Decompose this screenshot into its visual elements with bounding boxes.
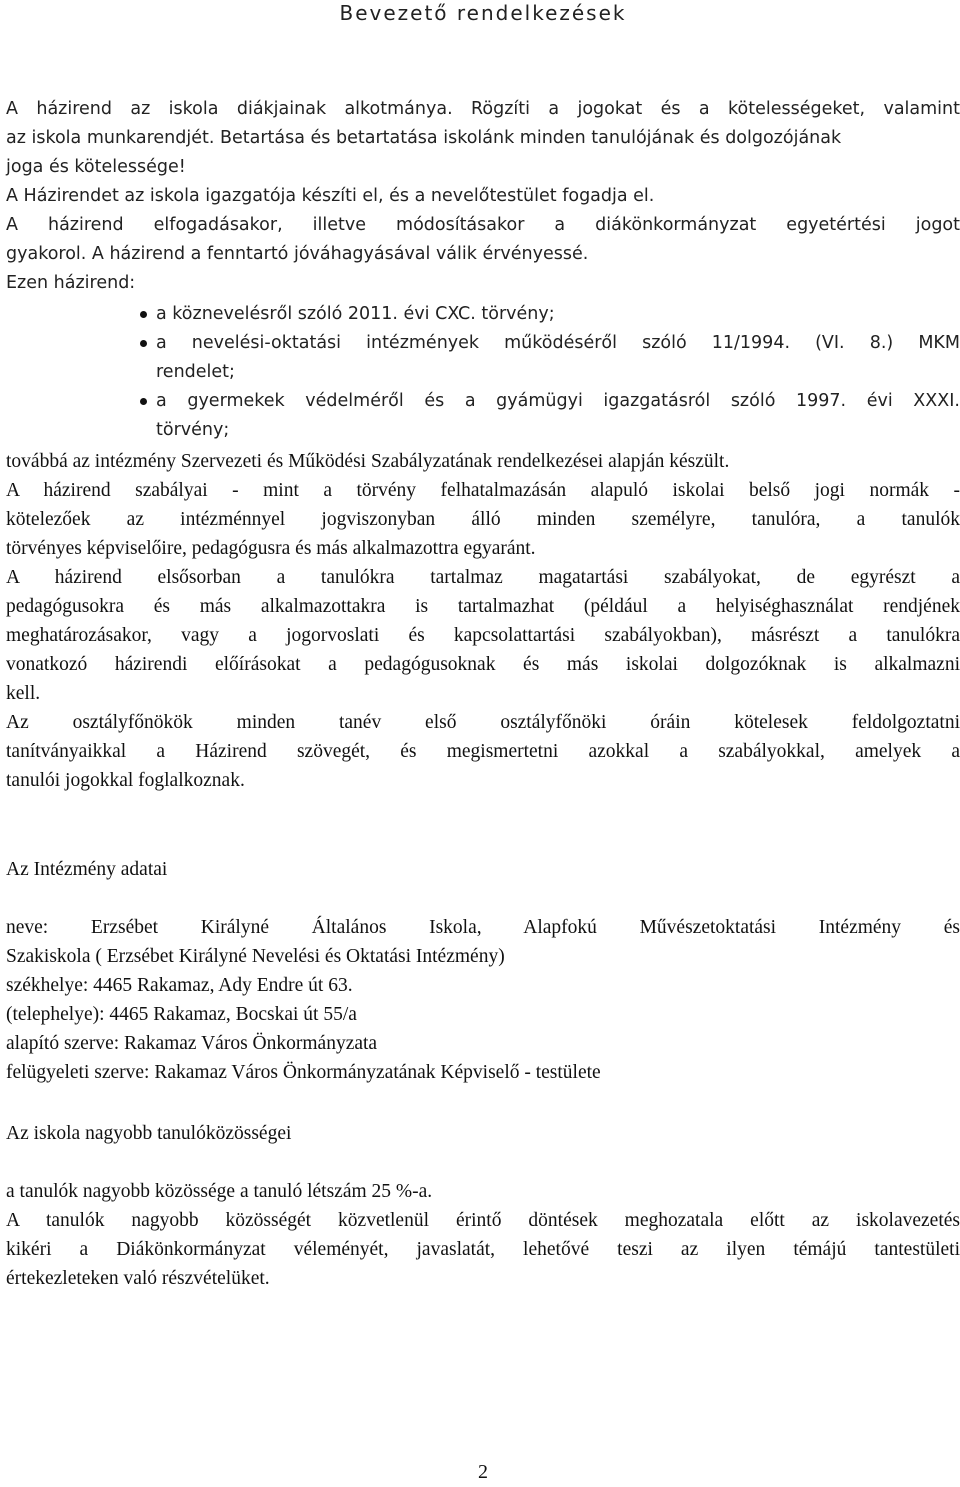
body-line: kell. (6, 683, 41, 704)
community-heading: Az iskola nagyobb tanulóközösségei (6, 1123, 292, 1144)
page-title: Bevezető rendelkezések (339, 1, 627, 25)
list-item-text: törvény; (156, 420, 230, 440)
institution-line: felügyeleti szerve: Rakamaz Város Önkormányzatának Képviselő - testülete (6, 1062, 601, 1083)
body-line: kötelezőek az intézménnyel jogviszonyban álló minden személyre, tanulóra, a tanulók (6, 509, 960, 530)
bullet-icon (140, 311, 147, 318)
body-line: A házirend szabályai - mint a törvény felhatalmazásán alapuló iskolai belső jogi normák - (6, 480, 960, 501)
list-item-text: a nevelési-oktatási intézmények működéséről szóló 11/1994. (VI. 8.) MKM (156, 333, 960, 353)
intro-line: gyakorol. A házirend a fenntartó jóváhagyásával válik érvényessé. (6, 244, 589, 264)
body-line: törvényes képviselőire, pedagógusra és más alkalmazottra egyaránt. (6, 538, 536, 559)
intro-line: A Házirendet az iskola igazgatója készíti el, és a nevelőtestület fogadja el. (6, 186, 655, 206)
bullet-icon (140, 340, 147, 347)
law-list (6, 300, 960, 445)
body-line: vonatkozó házirendi előírásokat a pedagógusoknak és más iskolai dolgozóknak is alkalmazni (6, 654, 960, 675)
list-item-text: rendelet; (156, 362, 235, 382)
community-line: kikéri a Diákönkormányzat véleményét, javaslatát, lehetővé teszi az ilyen témájú tantestületi (6, 1239, 960, 1260)
institution-line: Szakiskola ( Erzsébet Királyné Nevelési és Oktatási Intézmény) (6, 946, 505, 967)
institution-line: (telephelye): 4465 Rakamaz, Bocskai út 55/a (6, 1004, 357, 1025)
intro-line: joga és kötelessége! (6, 157, 186, 177)
institution-line: székhelye: 4465 Rakamaz, Ady Endre út 63. (6, 975, 353, 996)
institution-line: alapító szerve: Rakamaz Város Önkormányzata (6, 1033, 378, 1054)
list-item (6, 300, 960, 329)
body-line: meghatározásakor, vagy a jogorvoslati és kapcsolattartási szabályokban), másrészt a tanulókra (6, 625, 960, 646)
institution-heading: Az Intézmény adatai (6, 859, 168, 880)
community-line: a tanulók nagyobb közössége a tanuló létszám 25 %-a. (6, 1181, 433, 1202)
list-item (6, 387, 960, 445)
body-line: tanulói jogokkal foglalkoznak. (6, 770, 245, 791)
bullet-icon (140, 398, 147, 405)
community-line: értekezleteken való részvételüket. (6, 1268, 270, 1289)
body-line: A házirend elsősorban a tanulókra tartalmaz magatartási szabályokat, de egyrészt a (6, 567, 960, 588)
intro-line: Ezen házirend: (6, 273, 136, 293)
list-item-text: a gyermekek védelméről és a gyámügyi igazgatásról szóló 1997. évi XXXI. (156, 391, 960, 411)
list-item-text: a köznevelésről szóló 2011. évi CXC. törvény; (156, 304, 555, 324)
intro-section (6, 95, 960, 298)
body-line: Az osztályfőnökök minden tanév első osztályfőnöki óráin kötelesek feldolgoztatni (6, 712, 960, 733)
page-number: 2 (478, 1461, 488, 1483)
body-line: pedagógusokra és más alkalmazottakra is tartalmazhat (például a helyiséghasználat rendjének (6, 596, 960, 617)
intro-line: az iskola munkarendjét. Betartása és betartatása iskolánk minden tanulójának és dolgozójának (6, 128, 842, 148)
list-item (6, 329, 960, 387)
institution-section (6, 913, 960, 1087)
body-line: tanítványaikkal a Házirend szövegét, és megismertetni azokkal a szabályokkal, amelyek a (6, 741, 960, 762)
intro-line: A házirend elfogadásakor, illetve módosításakor a diákönkormányzat egyetértési jogot (6, 215, 960, 235)
intro-line: A házirend az iskola diákjainak alkotmánya. Rögzíti a jogokat és a kötelességeket, valamint (6, 99, 960, 119)
community-line: A tanulók nagyobb közösségét közvetlenül érintő döntések meghozatala előtt az iskolavezetés (6, 1210, 960, 1231)
body-line: továbbá az intézmény Szervezeti és Működési Szabályzatának rendelkezései alapján készült. (6, 451, 730, 472)
institution-line: neve: Erzsébet Királyné Általános Iskola, Alapfokú Művészetoktatási Intézmény és (6, 917, 960, 938)
rules-section (6, 447, 960, 795)
community-section (6, 1177, 960, 1293)
